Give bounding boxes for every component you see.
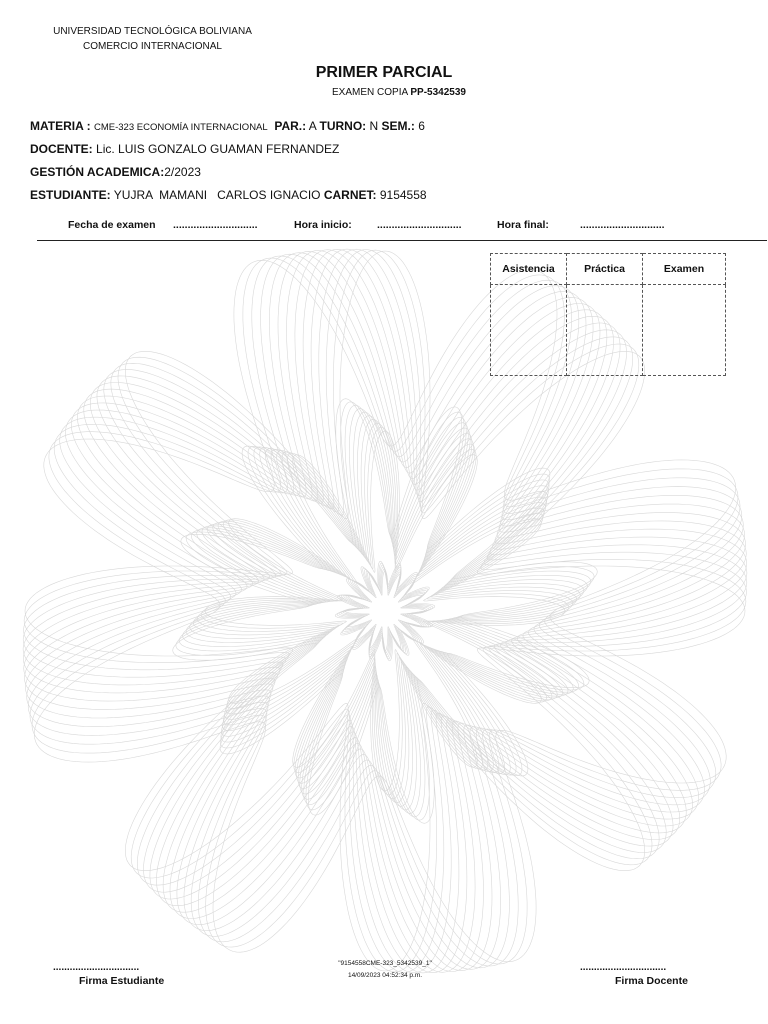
practica-cell <box>567 285 643 376</box>
turno-label: TURNO: <box>319 119 367 133</box>
watermark-curve <box>197 423 573 799</box>
estudiante-value: YUJRA MAMANI CARLOS IGNACIO <box>113 188 321 202</box>
docente-value: Lic. LUIS GONZALO GUAMAN FERNANDEZ <box>96 142 340 156</box>
student-signature-line: ............................... <box>53 962 140 973</box>
teacher-signature-label: Firma Docente <box>615 975 688 987</box>
watermark-curve <box>179 405 591 817</box>
watermark-curve <box>190 416 581 807</box>
watermark-curve <box>335 561 435 661</box>
gestion-label: GESTIÓN ACADEMICA: <box>30 165 165 179</box>
watermark-curve <box>183 409 588 814</box>
materia-value: CME-323 ECONOMÍA INTERNACIONAL <box>94 122 268 133</box>
examen-cell <box>643 285 726 376</box>
estudiante-line <box>30 188 427 202</box>
par-value: A <box>308 119 317 133</box>
par-label: PAR.: <box>274 119 307 133</box>
gestion-value: 2/2023 <box>164 165 201 179</box>
teacher-signature-line: ............................... <box>580 962 667 973</box>
estudiante-label: ESTUDIANTE: <box>30 188 111 202</box>
docente-label: DOCENTE: <box>30 142 93 156</box>
carnet-value: 9154558 <box>379 188 427 202</box>
grades-col-asistencia: Asistencia <box>491 254 567 285</box>
grades-header-row <box>491 254 726 285</box>
sem-value: 6 <box>418 119 425 133</box>
career-name: COMERCIO INTERNACIONAL <box>83 41 222 52</box>
hora-final-label: Hora final: <box>497 219 549 231</box>
materia-label: MATERIA : <box>30 119 91 133</box>
institution-header <box>50 24 255 54</box>
print-timestamp: 14/09/2023 04:52:34 p.m. <box>347 972 423 979</box>
grades-entry-row <box>491 285 726 376</box>
asistencia-cell <box>491 285 567 376</box>
watermark-curve <box>176 402 594 820</box>
fecha-examen-label: Fecha de examen <box>68 219 156 231</box>
carnet-label: CARNET: <box>323 188 377 202</box>
grades-col-practica: Práctica <box>567 254 643 285</box>
turno-value: N <box>369 119 379 133</box>
student-signature-label: Firma Estudiante <box>79 975 165 987</box>
watermark-curve <box>341 567 429 655</box>
materia-line <box>30 119 425 133</box>
university-name: UNIVERSIDAD TECNOLÓGICA BOLIVIANA <box>53 26 252 37</box>
hora-final-blank: ............................. <box>580 219 665 231</box>
fecha-examen-blank: ............................. <box>173 219 258 231</box>
hora-inicio-label: Hora inicio: <box>294 219 352 231</box>
sem-label: SEM.: <box>381 119 415 133</box>
exam-copy-code <box>0 87 768 98</box>
hora-inicio-blank: ............................. <box>377 219 462 231</box>
exam-title: PRIMER PARCIAL <box>315 64 453 81</box>
copy-prefix: EXAMEN COPIA <box>332 87 411 98</box>
copy-code: PP-5342539 <box>410 87 466 98</box>
grades-col-examen: Examen <box>643 254 726 285</box>
grades-table <box>490 253 726 376</box>
document-code <box>260 958 510 982</box>
gestion-line <box>30 165 201 179</box>
watermark-curve <box>173 399 598 824</box>
header-divider <box>37 240 767 241</box>
code-line: "9154558CME-323_5342539_1" <box>338 960 432 967</box>
docente-line <box>30 142 339 156</box>
